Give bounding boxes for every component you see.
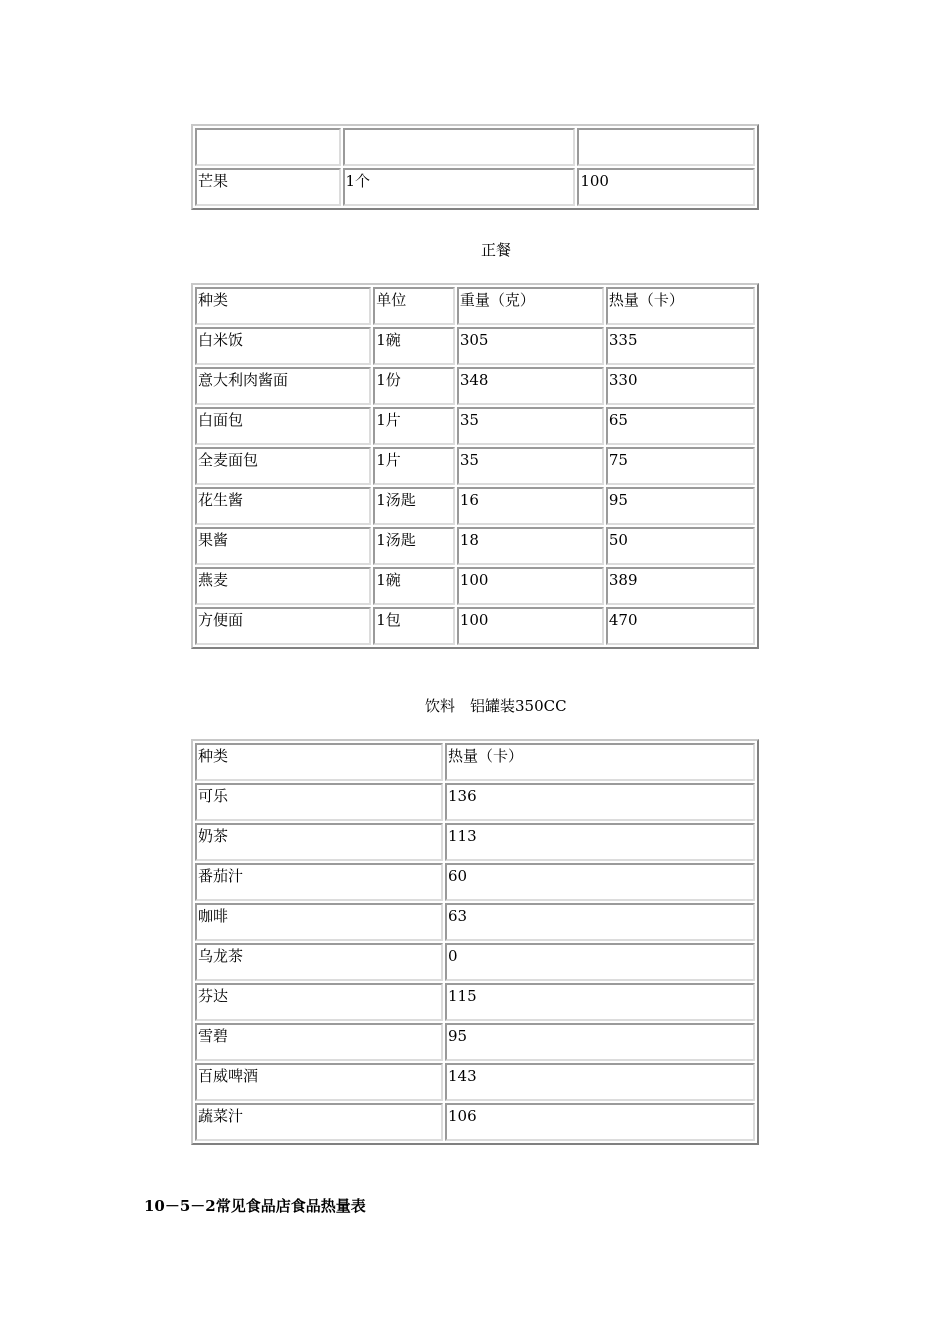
table-cell: 50 (606, 527, 755, 565)
table-cell: 305 (457, 327, 604, 365)
fruit-calorie-table (191, 124, 759, 210)
column-header: 种类 (195, 743, 443, 781)
table-cell: 348 (457, 367, 604, 405)
table-cell: 100 (457, 567, 604, 605)
column-header: 种类 (195, 287, 371, 325)
table-cell: 330 (606, 367, 755, 405)
table-cell: 1份 (373, 367, 455, 405)
table-cell: 1碗 (373, 567, 455, 605)
table-cell: 番茄汁 (195, 863, 443, 901)
table-cell (343, 128, 576, 166)
table-cell: 136 (445, 783, 755, 821)
table-row (195, 168, 755, 206)
table-cell: 百威啤酒 (195, 1063, 443, 1101)
table-row (195, 1023, 755, 1061)
table-cell: 106 (445, 1103, 755, 1141)
drinks-calorie-table (191, 739, 759, 1145)
table-cell: 100 (577, 168, 755, 206)
table-cell: 16 (457, 487, 604, 525)
table-cell: 咖啡 (195, 903, 443, 941)
section-title: 10－5－2常见食品店食品热量表 (144, 1197, 366, 1215)
table-cell: 全麦面包 (195, 447, 371, 485)
table-cell: 75 (606, 447, 755, 485)
table-cell: 95 (445, 1023, 755, 1061)
table-cell: 方便面 (195, 607, 371, 645)
table-cell: 389 (606, 567, 755, 605)
table-cell: 果酱 (195, 527, 371, 565)
table-row (195, 487, 755, 525)
table-row (195, 128, 755, 166)
table-row (195, 447, 755, 485)
table-row (195, 823, 755, 861)
table-cell: 意大利肉酱面 (195, 367, 371, 405)
column-header: 热量（卡） (606, 287, 755, 325)
table-cell: 1汤匙 (373, 487, 455, 525)
table-cell: 95 (606, 487, 755, 525)
table-row (195, 983, 755, 1021)
table-cell: 雪碧 (195, 1023, 443, 1061)
drinks-caption: 饮料 铝罐装350CC (425, 697, 567, 715)
table-row (195, 1103, 755, 1141)
column-header: 单位 (373, 287, 455, 325)
table-cell: 1包 (373, 607, 455, 645)
table-header-row (195, 287, 755, 325)
table-cell: 白面包 (195, 407, 371, 445)
table-row (195, 367, 755, 405)
table-row (195, 327, 755, 365)
table-cell: 1碗 (373, 327, 455, 365)
table-cell: 143 (445, 1063, 755, 1101)
table-row (195, 783, 755, 821)
table-cell: 470 (606, 607, 755, 645)
table-cell (577, 128, 755, 166)
table-row (195, 1063, 755, 1101)
table-cell: 335 (606, 327, 755, 365)
table-cell: 1汤匙 (373, 527, 455, 565)
table-cell: 100 (457, 607, 604, 645)
table-cell: 燕麦 (195, 567, 371, 605)
table-cell: 65 (606, 407, 755, 445)
table-cell (195, 128, 341, 166)
table-cell: 60 (445, 863, 755, 901)
table-row (195, 607, 755, 645)
table-cell: 115 (445, 983, 755, 1021)
table-cell: 乌龙茶 (195, 943, 443, 981)
table-cell: 0 (445, 943, 755, 981)
table-cell: 1个 (343, 168, 576, 206)
table-cell: 35 (457, 447, 604, 485)
table-header-row (195, 743, 755, 781)
table-cell: 芬达 (195, 983, 443, 1021)
table-row (195, 863, 755, 901)
table-row (195, 943, 755, 981)
column-header: 热量（卡） (445, 743, 755, 781)
table-cell: 1片 (373, 407, 455, 445)
table-cell: 1片 (373, 447, 455, 485)
table-row (195, 903, 755, 941)
table-cell: 可乐 (195, 783, 443, 821)
meals-calorie-table (191, 283, 759, 649)
table-cell: 35 (457, 407, 604, 445)
table-cell: 奶茶 (195, 823, 443, 861)
column-header: 重量（克） (457, 287, 604, 325)
table-cell: 花生酱 (195, 487, 371, 525)
table-row (195, 407, 755, 445)
table-cell: 113 (445, 823, 755, 861)
table-cell: 芒果 (195, 168, 341, 206)
table-cell: 蔬菜汁 (195, 1103, 443, 1141)
meals-caption: 正餐 (481, 241, 512, 259)
table-row (195, 527, 755, 565)
table-cell: 白米饭 (195, 327, 371, 365)
table-cell: 18 (457, 527, 604, 565)
table-row (195, 567, 755, 605)
table-cell: 63 (445, 903, 755, 941)
